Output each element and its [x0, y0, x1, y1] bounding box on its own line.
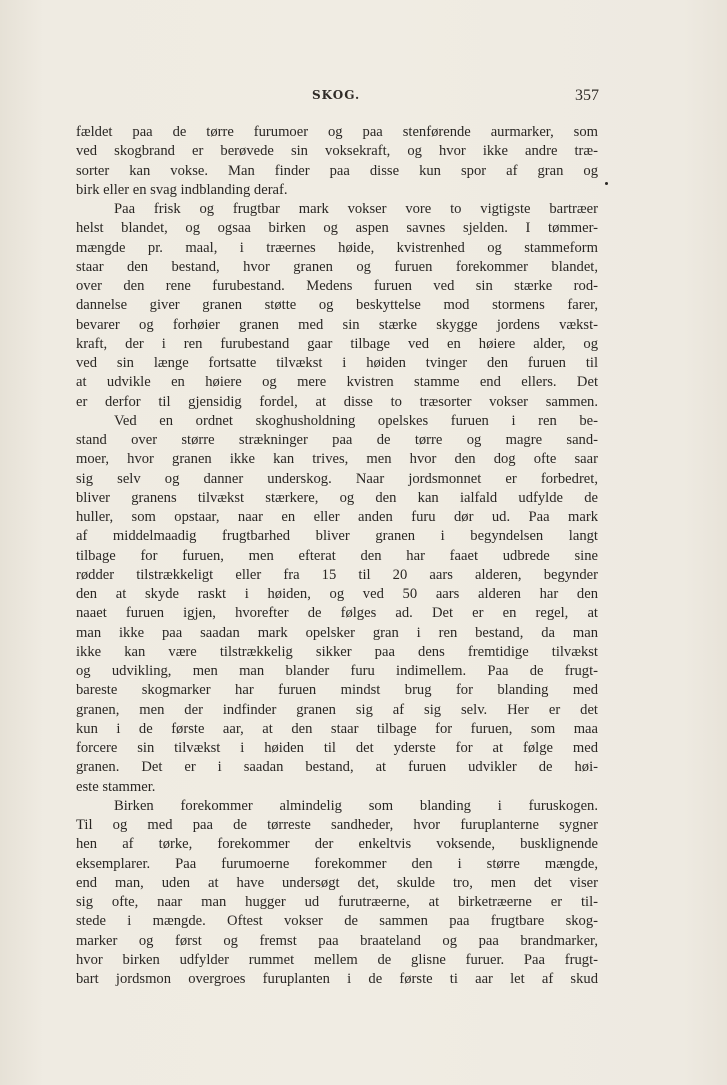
- text-line: naaet furuen igjen, hvorefter de følges ad. Det er en regel, at: [76, 605, 598, 622]
- running-title: SKOG.: [312, 88, 361, 102]
- text-line: over den rene furubestand. Medens furuen ved sin stærke rod-: [76, 278, 598, 294]
- text-line: bareste skogmarker har furuen mindst brug for blanding med: [76, 682, 598, 699]
- text-line: end man, uden at have undersøgt det, skulde tro, men det viser: [76, 874, 598, 891]
- text-line: af middelmaadig frugtbarhed bliver granen i begyndelsen langt: [76, 528, 598, 545]
- text-line: Til og med paa de tørreste sandheder, hvor furuplanterne sygner: [76, 817, 598, 833]
- body-text: [76, 123, 598, 989]
- text-line: sorter kan vokse. Man finder paa disse kun spor af gran og: [76, 162, 598, 179]
- text-line: helst blandet, og ogsaa birken og aspen savnes sjelden. I tømmer-: [76, 220, 598, 237]
- ink-speck: [605, 182, 608, 185]
- text-line: este stammer.: [76, 778, 156, 795]
- text-line: sig selv og danner underskog. Naar jordsmonnet er forbedret,: [76, 470, 598, 487]
- text-line: at udvikle en høiere og mere kvistren stamme end ellers. Det: [76, 374, 598, 391]
- text-line: Paa frisk og frugtbar mark vokser vore to vigtigste bartræer: [114, 201, 598, 217]
- text-line: moer, hvor granen ikke kan trives, men hvor den dog ofte saar: [76, 451, 598, 468]
- text-line: bevarer og forhøier granen med sin stærke skygge jordens vækst-: [76, 316, 598, 333]
- text-line: staar den bestand, hvor granen og furuen forekommer blandet,: [76, 258, 598, 275]
- text-line: marker og først og fremst paa braateland og paa brandmarker,: [76, 932, 598, 949]
- text-line: kun i de første aar, at den staar tilbage for furuen, som maa: [76, 720, 598, 737]
- text-line: stand over større strækninger paa de tørre og magre sand-: [76, 432, 598, 448]
- text-line: forcere sin tilvækst i høiden til det yderste for at følge med: [76, 740, 598, 756]
- text-line: og udvikling, men man blander furu indimellem. Paa de frugt-: [76, 663, 598, 679]
- text-line: Birken forekommer almindelig som blanding i furuskogen.: [114, 797, 598, 814]
- text-line: huller, som opstaar, naar en eller anden furu dør ud. Paa mark: [76, 509, 598, 525]
- text-line: granen. Det er i saadan bestand, at furuen udvikler de høi-: [76, 759, 598, 776]
- text-line: stede i mængde. Oftest vokser de sammen paa frugtbare skog-: [76, 913, 598, 930]
- text-line: fældet paa de tørre furumoer og paa stenførende aurmarker, som: [76, 124, 598, 140]
- running-head: [0, 88, 727, 108]
- text-line: rødder tilstrækkeligt eller fra 15 til 20 aars alderen, begynder: [76, 566, 598, 583]
- text-line: tilbage for furuen, men efterat den har faaet udbrede sine: [76, 547, 598, 564]
- text-line: hen af tørke, forekommer der enkeltvis voksende, busklignende: [76, 836, 598, 853]
- text-line: bart jordsmon overgroes furuplanten i de første ti aar let af skud: [76, 971, 598, 987]
- text-line: kraft, der i ren furubestand gaar tilbage ved en høiere alder, og: [76, 335, 598, 352]
- text-line: man ikke paa saadan mark opelsker gran i ren bestand, da man: [76, 624, 598, 641]
- text-line: er derfor til gjensidig fordel, at disse to træsorter vokser sammen.: [76, 393, 598, 410]
- text-line: den at skyde raskt i høiden, og ved 50 aars alderen har den: [76, 586, 598, 602]
- text-line: mængde pr. maal, i træernes høide, kvistrenhed og stammeform: [76, 239, 598, 256]
- text-line: bliver granens tilvækst stærkere, og den kan ialfald udfylde de: [76, 489, 598, 506]
- text-line: hvor birken udfylder rummet mellem de glisne furuer. Paa frugt-: [76, 951, 598, 968]
- text-line: Ved en ordnet skoghusholdning opelskes furuen i ren be-: [114, 412, 598, 429]
- text-line: ikke kan være tilstrækkelig sikker paa dens fremtidige tilvækst: [76, 643, 598, 660]
- text-line: ved skogbrand er berøvede sin voksekraft, og hvor ikke andre træ-: [76, 143, 598, 160]
- text-line: ved sin længe fortsatte tilvækst i høiden tvinger den furuen til: [76, 355, 598, 371]
- text-line: birk eller en svag indblanding deraf.: [76, 181, 288, 198]
- page-number: 357: [575, 87, 599, 104]
- text-line: granen, men der indfinder granen sig af sig selv. Her er det: [76, 701, 598, 718]
- text-line: eksemplarer. Paa furumoerne forekommer den i større mængde,: [76, 855, 598, 872]
- text-line: dannelse giver granen støtte og beskyttelse mod stormens farer,: [76, 297, 598, 314]
- text-line: sig ofte, naar man hugger ud furutræerne, at birketræerne er til-: [76, 894, 598, 910]
